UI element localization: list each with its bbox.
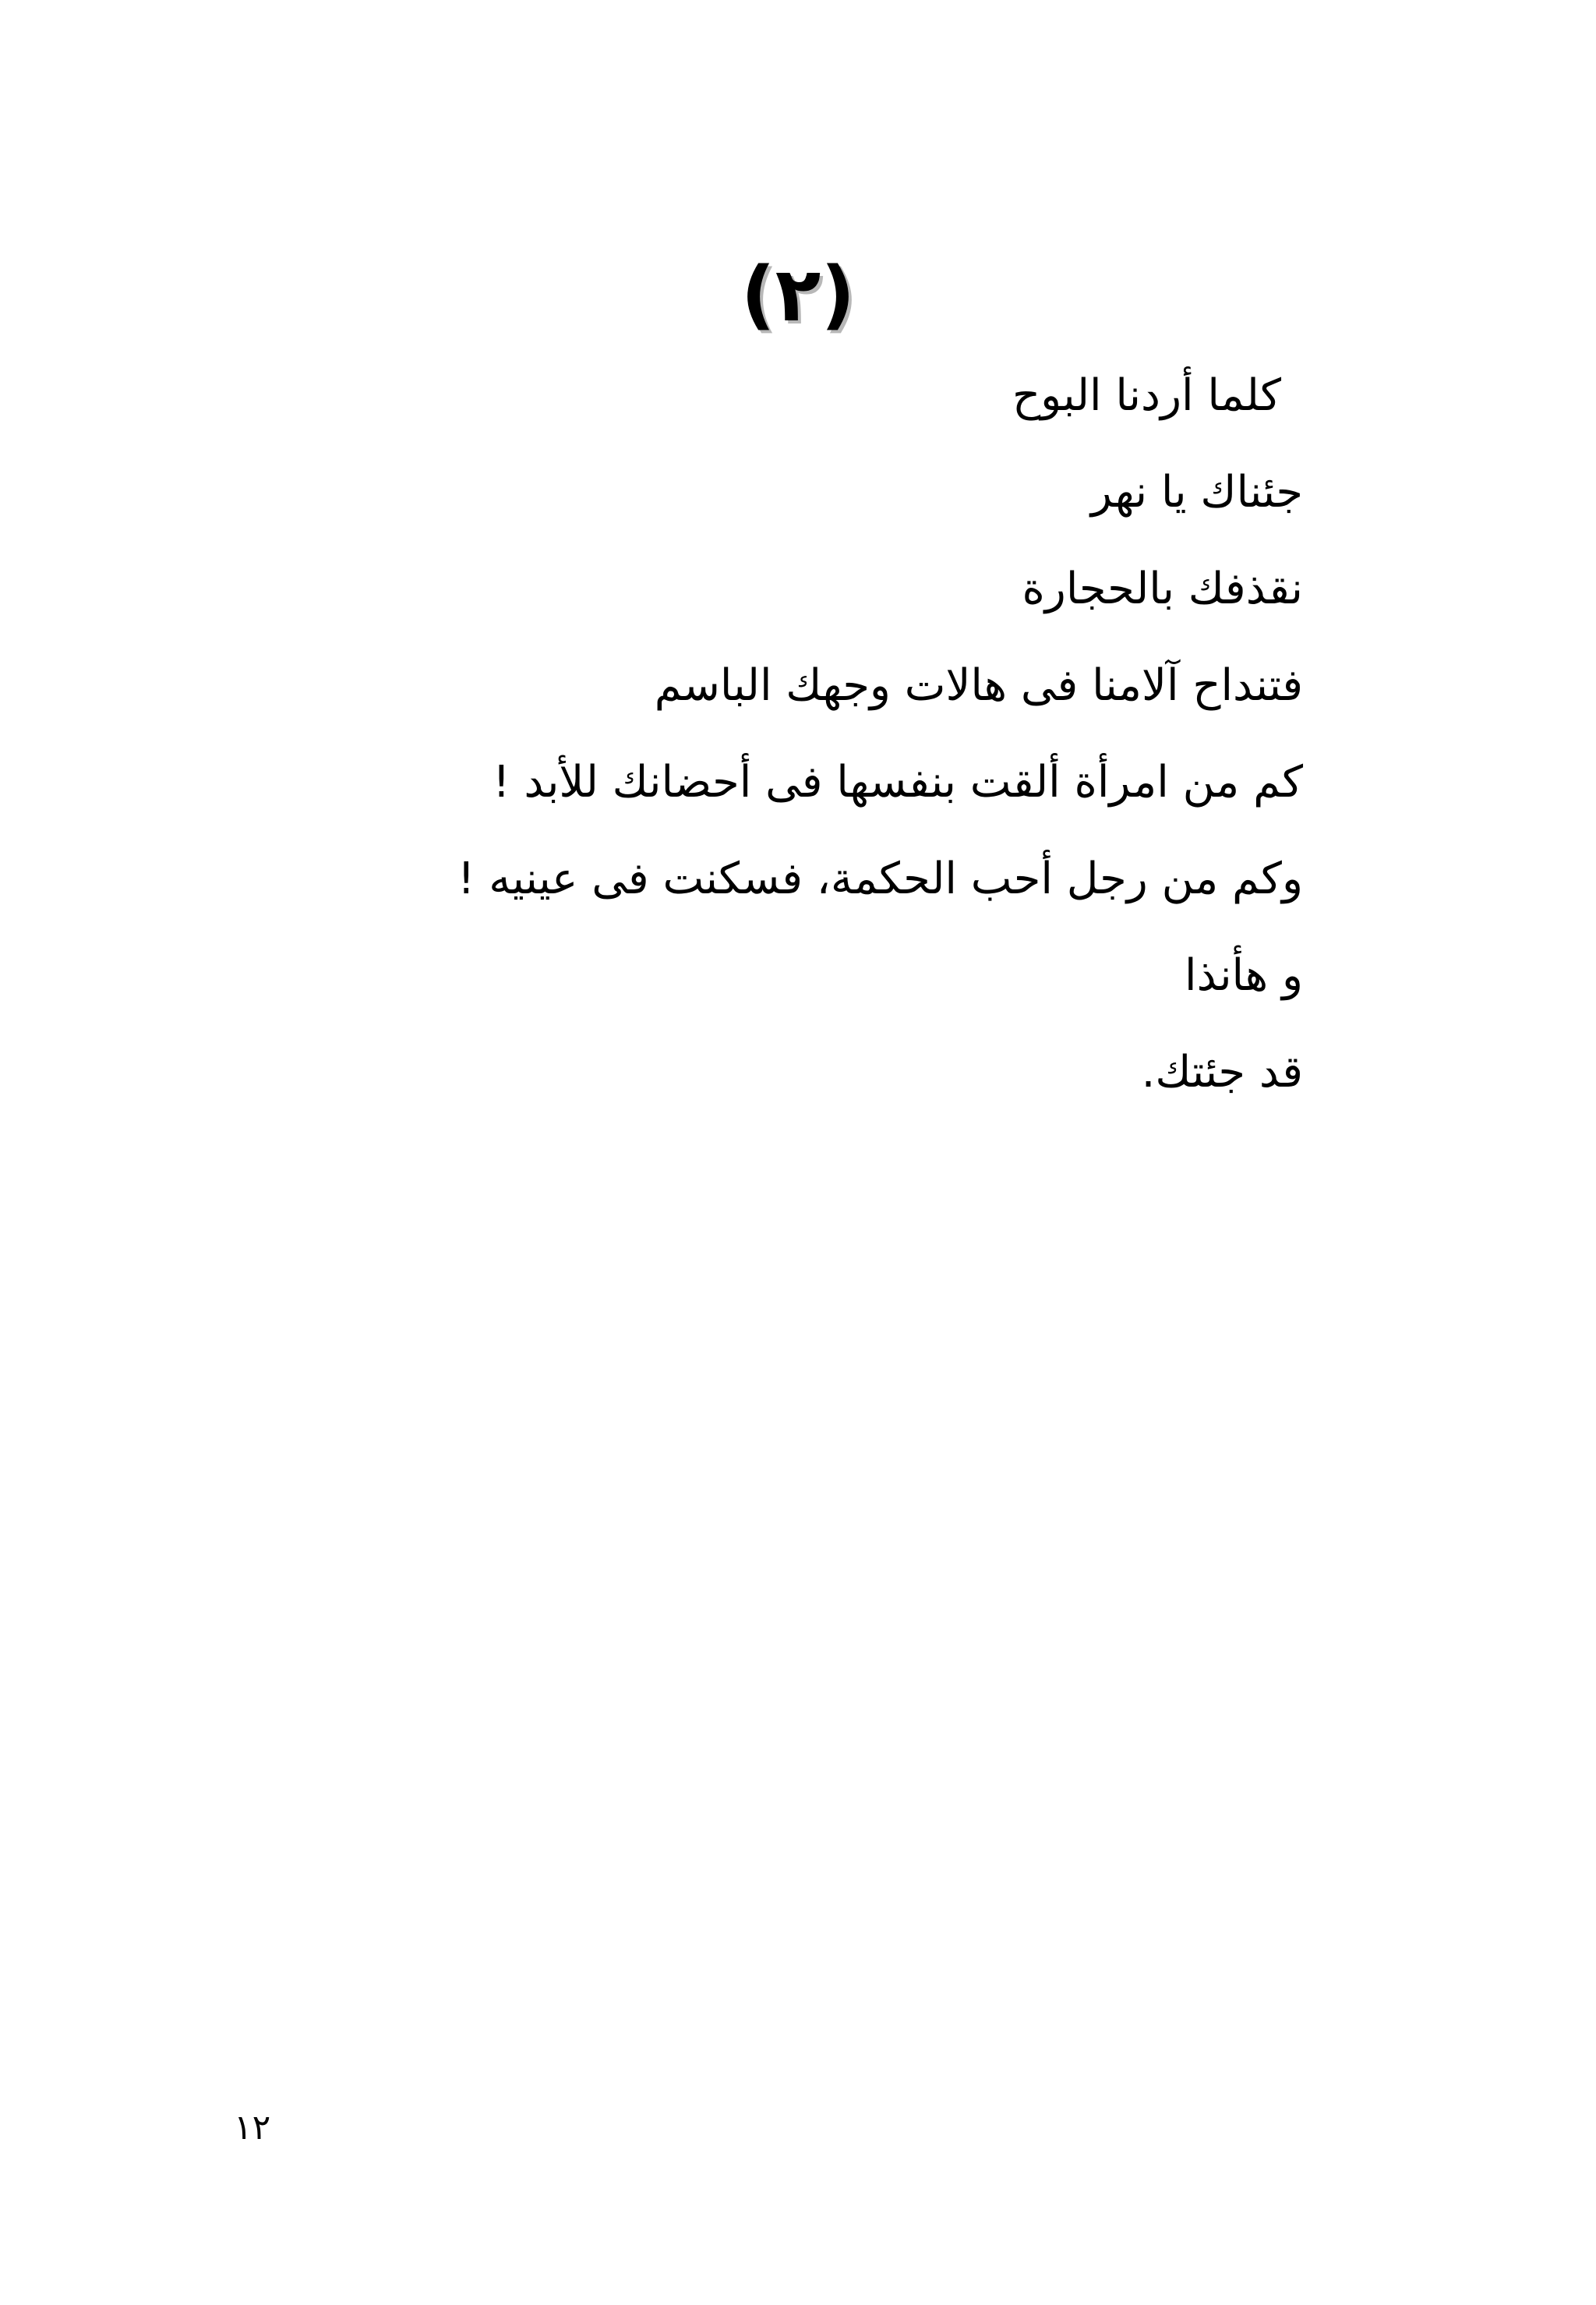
- poem-line: نقذفك بالحجارة: [1022, 564, 1303, 614]
- poem-line: كلما أردنا البوح: [1012, 370, 1281, 421]
- section-number-heading: (٢): [740, 251, 856, 338]
- poem-line: فتنداح آلامنا فى هالات وجهك الباسم: [654, 660, 1303, 711]
- page-number: ١٢: [234, 2108, 271, 2148]
- poem-line: قد جئتك.: [1141, 1047, 1303, 1098]
- poem-body: [305, 348, 1303, 1121]
- poem-line: وكم من رجل أحب الحكمة، فسكنت فى عينيه !: [457, 854, 1303, 904]
- poem-line: و هأنذا: [1185, 950, 1303, 1001]
- poem-line: جئناك يا نهر: [1090, 467, 1303, 518]
- poem-line: كم من امرأة ألقت بنفسها فى أحضانك للأبد !: [493, 757, 1303, 808]
